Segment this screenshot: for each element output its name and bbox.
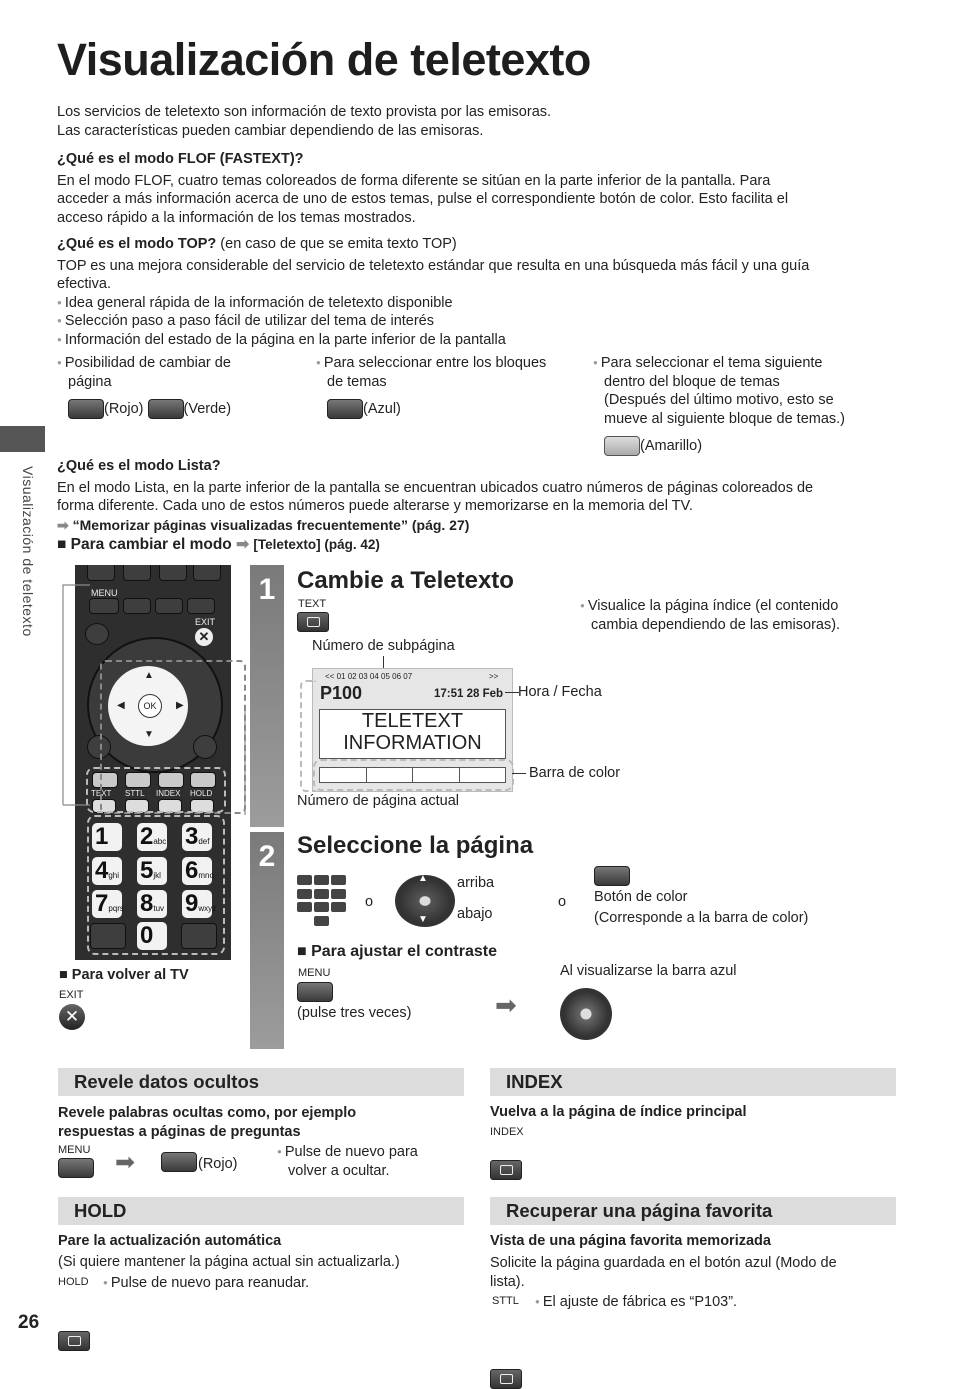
color-bar-label: Barra de color [529, 765, 621, 781]
top-col-2: ● Para seleccionar entre los bloques de temas (Azul) [316, 354, 586, 419]
flof-section: ¿Qué es el modo FLOF (FASTEXT)? En el modo FLOF, cuatro temas coloreados de forma diferente se sitúan en la parte inferior de la pantalla. Para acceder a más información acerca de uno de estos temas, pulse el correspondiente botón de color. Esto facilita el acceso rápido a la información de los temas mostrados. [57, 150, 897, 227]
current-page-label: Número de página actual [297, 793, 460, 809]
menu-key-icon [297, 982, 333, 1002]
exit-key-label: EXIT [59, 989, 84, 1001]
hold-desc: Pare la actualización automática [58, 1233, 282, 1249]
dpad-ok-button[interactable]: OK [138, 694, 162, 718]
remote-control: MENU EXIT ✕ ▲ ▼ ◀ ▶ OK TEXT STTL INDEX HOLD 1 2abc 3def 4ghi 5jkl 6mno 7pqrs 8tuv 9wxyz 0 [75, 565, 231, 960]
step-2-bar: 2 [250, 832, 284, 1049]
reveal-note: ● Pulse de nuevo para volver a ocultar. [277, 1143, 418, 1180]
dpad-small-icon [560, 988, 612, 1040]
highlight-page-number [300, 680, 316, 792]
side-tab-marker [0, 426, 45, 452]
top-col-3: ● Para seleccionar el tema siguiente dentro del bloque de temas (Después del último motivo, esto se mueve al siguiente bloque de temas.) (Amarillo) [593, 354, 893, 456]
reveal-section-title: Revele datos ocultos [58, 1068, 464, 1096]
hold-key-icon [58, 1331, 90, 1351]
subpage-label: Número de subpágina [312, 638, 455, 654]
sttl-key-icon [490, 1369, 522, 1389]
teletext-info-box: TELETEXT INFORMATION [319, 709, 506, 759]
num-key-7[interactable]: 7pqrs [92, 890, 122, 918]
red-button [161, 1152, 197, 1172]
menu-key-label: MENU [298, 967, 331, 979]
fav-desc: Vista de una página favorita memorizada [490, 1233, 771, 1249]
text-key-label: TEXT [298, 598, 327, 610]
step-1-bar: 1 [250, 565, 284, 827]
num-key-4[interactable]: 4ghi [92, 857, 122, 885]
page-title: Visualización de teletexto [57, 34, 591, 85]
up-label: arriba [457, 875, 495, 891]
remote-menu-label: MENU [91, 588, 118, 598]
list-item: ● Idea general rápida de la información de teletexto disponible [57, 294, 897, 313]
arrow-icon: ➡ [495, 990, 517, 1020]
fav-section-title: Recuperar una página favorita [490, 1197, 896, 1225]
exit-button-icon: ✕ [59, 1004, 85, 1030]
num-key-3[interactable]: 3def [182, 823, 212, 851]
teletext-screen: << 01 02 03 04 05 06 07 >> P100 17:51 28 Feb TELETEXT INFORMATION [312, 668, 513, 792]
numpad-icon [297, 875, 349, 927]
top-heading: ¿Qué es el modo TOP? [57, 236, 217, 252]
num-key-6[interactable]: 6mno [182, 857, 212, 885]
hold-sub: (Si quiere mantener la página actual sin actualizarla.) [58, 1254, 400, 1270]
blue-bar-label: Al visualizarse la barra azul [560, 963, 737, 979]
green-button [148, 399, 184, 419]
hold-note: ● Pulse de nuevo para reanudar. [103, 1275, 309, 1291]
index-section-title: INDEX [490, 1068, 896, 1096]
page-number-footer: 26 [18, 1312, 40, 1333]
step-1-note: ● Visualice la página índice (el contenido cambia dependiendo de las emisoras). [580, 597, 840, 634]
hold-section-title: HOLD [58, 1197, 464, 1225]
num-key-0[interactable]: 0 [137, 922, 167, 950]
color-button-text: Botón de color (Corresponde a la barra de color) [594, 889, 809, 926]
time-date-label: Hora / Fecha [518, 684, 602, 700]
num-key-8[interactable]: 8tuv [137, 890, 167, 918]
remote-exit-button[interactable]: ✕ [195, 628, 213, 646]
remote-exit-label: EXIT [195, 617, 216, 627]
index-desc: Vuelva a la página de índice principal [490, 1104, 747, 1120]
list-item: ● Información del estado de la página en la parte inferior de la pantalla [57, 331, 897, 350]
top-col-1: ● Posibilidad de cambiar de página (Rojo) (Verde) [57, 354, 297, 419]
text-key-icon [297, 612, 329, 632]
arrow-icon: ➡ [115, 1149, 136, 1176]
step-2-title: Seleccione la página [297, 832, 534, 859]
yellow-button [604, 436, 640, 456]
list-ref: “Memorizar páginas visualizadas frecuentemente” (pág. 27) [72, 516, 470, 533]
list-heading: ¿Qué es el modo Lista? [57, 458, 221, 474]
time-date: 17:51 28 Feb [434, 688, 504, 700]
num-key-1[interactable]: 1 [92, 823, 122, 851]
num-key-5[interactable]: 5jkl [137, 857, 167, 885]
side-label: Visualización de teletexto [20, 466, 36, 637]
return-tv-label: ■ Para volver al TV [59, 967, 189, 983]
subpage-numbers: << 01 02 03 04 05 06 07 [325, 672, 413, 681]
flof-heading: ¿Qué es el modo FLOF (FASTEXT)? [57, 151, 304, 167]
press-three-times: (pulse tres veces) [297, 1005, 412, 1021]
top-section: ¿Qué es el modo TOP? (en caso de que se emita texto TOP) TOP es una mejora considerable del servicio de teletexto estándar que resulta en una búsqueda más fácil y una guía efectiva. ● Idea general rápida de la información de teletexto disponible ● Selección paso a paso fácil de utilizar del tema de interés ● Información del estado de la página en la parte inferior de la pantalla [57, 235, 897, 349]
fav-body: Solicite la página guardada en el botón azul (Modo de lista). [490, 1255, 837, 1290]
intro-text: Los servicios de teletexto son información de texto provista por las emisoras. Las características pueden cambiar dependiendo de las emisoras. [57, 104, 552, 139]
step-1-title: Cambie a Teletexto [297, 567, 514, 594]
list-item: ● Selección paso a paso fácil de utilizar del tema de interés [57, 312, 897, 331]
reveal-desc: Revele palabras ocultas como, por ejemplo respuestas a páginas de preguntas [58, 1105, 357, 1140]
or-text: o [365, 894, 374, 910]
num-key-2[interactable]: 2abc [137, 823, 167, 851]
highlight-numbers [87, 815, 225, 955]
page-number: P100 [320, 683, 363, 703]
index-key-icon [490, 1160, 522, 1180]
blue-button [327, 399, 363, 419]
num-key-9[interactable]: 9wxyz [182, 890, 212, 918]
menu-key-icon [58, 1158, 94, 1178]
list-section: ¿Qué es el modo Lista? En el modo Lista, en la parte inferior de la pantalla se encuentran ubicados cuatro números de páginas coloreados de forma diferente. Cada uno de estos números puede alterarse y memorizarse en la memoria del TV. ➡ “Memorizar páginas visualizadas frecuentemente” (pág. 27) ■ Para cambiar el modo ➡ [Teletexto] (pág. 42) [57, 457, 902, 555]
contrast-label: ■ Para ajustar el contraste [297, 943, 497, 960]
fav-note: ● El ajuste de fábrica es “P103”. [535, 1294, 737, 1310]
red-button [68, 399, 104, 419]
color-button-icon [594, 866, 630, 886]
highlight-color-bar [313, 759, 514, 791]
down-label: abajo [457, 906, 493, 922]
